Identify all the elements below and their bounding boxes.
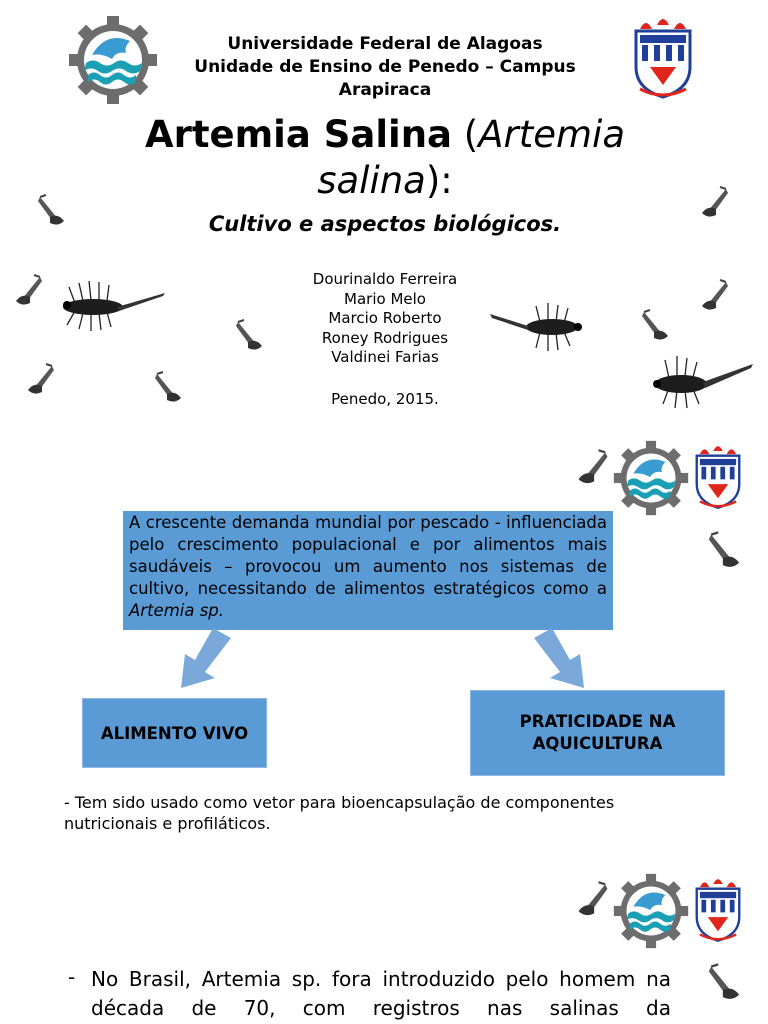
intro-text-species: Artemia sp. (129, 601, 225, 620)
campus-name: Arapiraca (338, 80, 432, 100)
bullet-dash: - (68, 965, 76, 989)
artemia-nauplius-image (700, 278, 730, 314)
author-name: Dourinaldo Ferreira (312, 270, 458, 288)
author-list (260, 270, 510, 368)
page-title (90, 112, 680, 204)
artemia-larva-image (55, 275, 167, 335)
artemia-nauplius-image (575, 448, 611, 488)
artemia-nauplius-image (14, 273, 44, 309)
artemia-nauplius-image (640, 308, 670, 344)
title-paren-close: ): (425, 159, 453, 202)
artemia-nauplius-image (575, 880, 611, 920)
place-date: Penedo, 2015. (331, 390, 439, 408)
artemia-nauplius-image (234, 318, 264, 354)
intro-text: A crescente demanda mundial por pescado - influenciada pelo crescimento populacional e por alimentos mais saudáveis – provocou um aumento nos sistemas de cultivo, necessitando de alimentos estratégicos como a (129, 513, 607, 598)
artemia-nauplius-image (700, 185, 730, 221)
title-bold: Artemia Salina (144, 113, 453, 156)
artemia-nauplius-image (26, 362, 56, 398)
author-name: Marcio Roberto (328, 309, 442, 327)
intro-text-box (123, 511, 613, 630)
gear-fish-logo (613, 440, 689, 516)
artemia-larva-image (645, 350, 755, 412)
title-italic: Artemia salina (317, 113, 626, 202)
university-header (150, 33, 620, 102)
author-name: Roney Rodrigues (321, 328, 449, 347)
artemia-larva-image (488, 298, 588, 353)
alimento-vivo-box: ALIMENTO VIVO (82, 698, 267, 768)
gear-fish-logo (613, 873, 689, 949)
praticidade-box (470, 690, 725, 776)
page-subtitle: Cultivo e aspectos biológicos. (208, 212, 562, 236)
unit-name: Unidade de Ensino de Penedo – Campus (194, 57, 576, 77)
title-paren-open: ( (452, 113, 479, 156)
artemia-nauplius-image (706, 962, 742, 1004)
artemia-nauplius-image (706, 530, 742, 572)
author-name: Mario Melo (344, 289, 426, 308)
artemia-nauplius-image (153, 370, 183, 406)
praticidade-line-2: AQUICULTURA (532, 734, 663, 753)
ufal-crest-logo (630, 15, 696, 101)
university-name: Universidade Federal de Alagoas (227, 34, 543, 54)
arrow-down-left-icon (175, 628, 235, 690)
ufal-crest-logo (692, 873, 744, 947)
bioencapsulation-note: - Tem sido usado como vetor para bioencapsulação de componentes nutricionais e profiláticos. (64, 793, 615, 833)
praticidade-line-1: PRATICIDADE NA (519, 712, 676, 731)
arrow-down-right-icon (530, 628, 590, 690)
author-name: Valdinei Farias (331, 348, 439, 366)
artemia-nauplius-image (36, 193, 66, 229)
ufal-crest-logo (692, 440, 744, 514)
gear-fish-logo (68, 15, 158, 105)
brazil-history-text: No Brasil, Artemia sp. fora introduzido pelo homem na década de 70, com registros nas salinas da (91, 967, 671, 1020)
